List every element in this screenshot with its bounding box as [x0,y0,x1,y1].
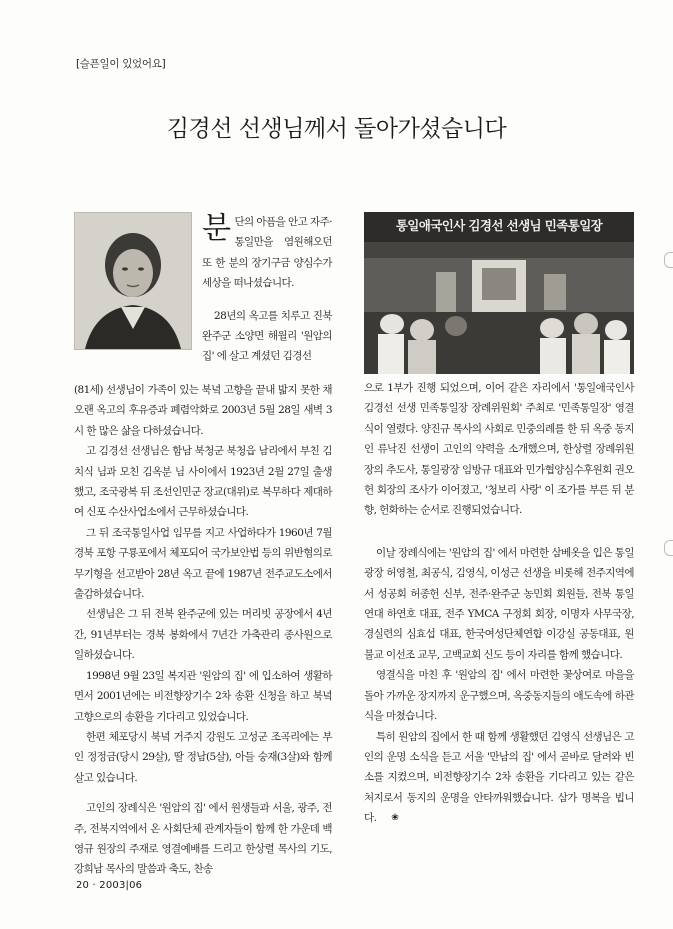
binding-clip-icon [664,540,673,556]
body-paragraph: 고인의 장례식은 '원암의 집' 에서 원생들과 서울, 광주, 전주, 전북지역에서 온 사회단체 관계자들이 함께 한 가운데 백영규 원장의 주재로 영결예배를 드리고 한상렬 목사의 기도, 강희남 목사의 말씀과 축도, 찬송 [74,802,332,876]
body-paragraph-text: 특히 원암의 집에서 한 때 함께 생활했던 김영식 선생님은 고인의 운명 소식을 듣고 서울 '만남의 집' 에서 곧바로 달려와 빈소를 지켰으며, 비전향장기수 2차 송환을 기다리고 있는 같은 처지로서 동지의 운명을 안타까워했습니다. 삼가 명복을 빕니다. [364,730,634,825]
body-paragraph: 이날 장례식에는 '원암의 집' 에서 마련한 삼베옷을 입은 통일광장 허영철, 최공식, 김영식, 이성근 선생을 비롯해 전주지역에서 성공회 허종헌 신부, 전주·완주군 농민회 회원들, 전북 통일연대 하연호 대표, 전주 YMCA 구정회 회장, 이명자 사무국장, 경실련의 심효섭 대표, 한국여성단체연합 이강실 공동대표, 원불교 이선조 교무, 고백교회 신도 등이 자리를 함께 했습니다. [364,546,634,661]
body-paragraph: (81세) 선생님이 가족이 있는 북녘 고향을 끝내 밟지 못한 채 오랜 옥고의 후유증과 폐렴악화로 2003년 5월 28일 새벽 3시 한 많은 삶을 다하셨습니다. [74,384,332,437]
portrait-photo [74,212,192,350]
body-paragraph: 그 뒤 조국통일사업 임무를 지고 사업하다가 1960년 7월 경북 포항 구룡포에서 체포되어 국가보안법 등의 위반혐의로 무기형을 선고받아 28년 옥고 끝에 1987년 전주교도소에서 출감하셨습니다. [74,526,332,601]
body-paragraph: 선생님은 그 뒤 전북 완주군에 있는 머리빗 공장에서 4년간, 91년부터는 경북 봉화에서 7년간 가축관리 종사원으로 일하셨습니다. [74,608,332,662]
drop-cap: 분 [202,211,231,246]
intro-second-paragraph: 28년의 옥고를 치루고 진북 완주군 소양면 해월리 '원암의집' 에 살고 계셨던 김경선 [202,309,332,363]
body-paragraph: 고 김경선 선생님은 함남 북청군 북청읍 남리에서 부친 김치식 님과 모친 김옥분 님 사이에서 1923년 2월 27일 출생했고, 조국광복 뒤 조선인민군 장교(대위)로 복무하다 제대하여 신포 수산사업소에서 근무하셨습니다. [74,445,332,519]
body-paragraph: 으로 1부가 진행 되었으며, 이어 같은 자리에서 '통일애국인사 김경선 선생 민족통일장 장례위원회' 주최로 '민족통일장' 영결식이 열렸다. 양진규 목사의 사회로 민중의례를 한 뒤 옥중 동지인 류낙진 선생이 고인의 약력을 소개했으며, 한상렬 장례위원장의 추도사, 통일광장 임방규 대표와 민가협양심수후원회 권오헌 회장의 조사가 이어졌고, '청보리 사랑' 이 조가를 부른 뒤 분향, 헌화하는 순서로 진행되었습니다. [364,382,634,517]
intro-block [202,212,332,367]
article-title: 김경선 선생님께서 돌아가셨습니다 [166,116,507,142]
left-column [74,380,332,880]
funeral-photo [364,212,634,374]
binding-clip-icon [664,252,673,268]
body-paragraph [364,727,634,829]
page-footer: 20 · 2003|06 [76,880,143,891]
section-tag: [슬픈일이 있었어요] [76,58,166,70]
photo-banner-text: 통일애국인사 김경선 선생님 민족통일장 [395,218,603,233]
right-column [364,378,634,829]
body-paragraph: 영결식을 마친 후 '원암의 집' 에서 마련한 꽃상여로 마을을 돌아 가까운 장지까지 운구했으며, 옥중동지들의 애도속에 하관식을 마쳤습니다. [364,669,634,723]
body-paragraph: 한편 체포당시 북녘 거주지 강원도 고성군 조곡리에는 부인 정정금(당시 29살), 딸 정남(5살), 아들 숭재(3살)와 함께 살고 있습니다. [74,730,332,784]
body-paragraph: 1998년 9월 23일 복지관 '원암의 집' 에 입소하여 생활하면서 2001년에는 비전향장기수 2차 송환 신청을 하고 북녘 고향으로의 송환을 기다리고 있었습니다. [74,669,332,723]
ornament-icon: ❀ [391,813,399,824]
intro-first-paragraph: 단의 아픔을 안고 자주·통일만을 염원해오던 또 한 분의 장기구금 양심수가 세상을 떠나셨습니다. [202,216,332,290]
